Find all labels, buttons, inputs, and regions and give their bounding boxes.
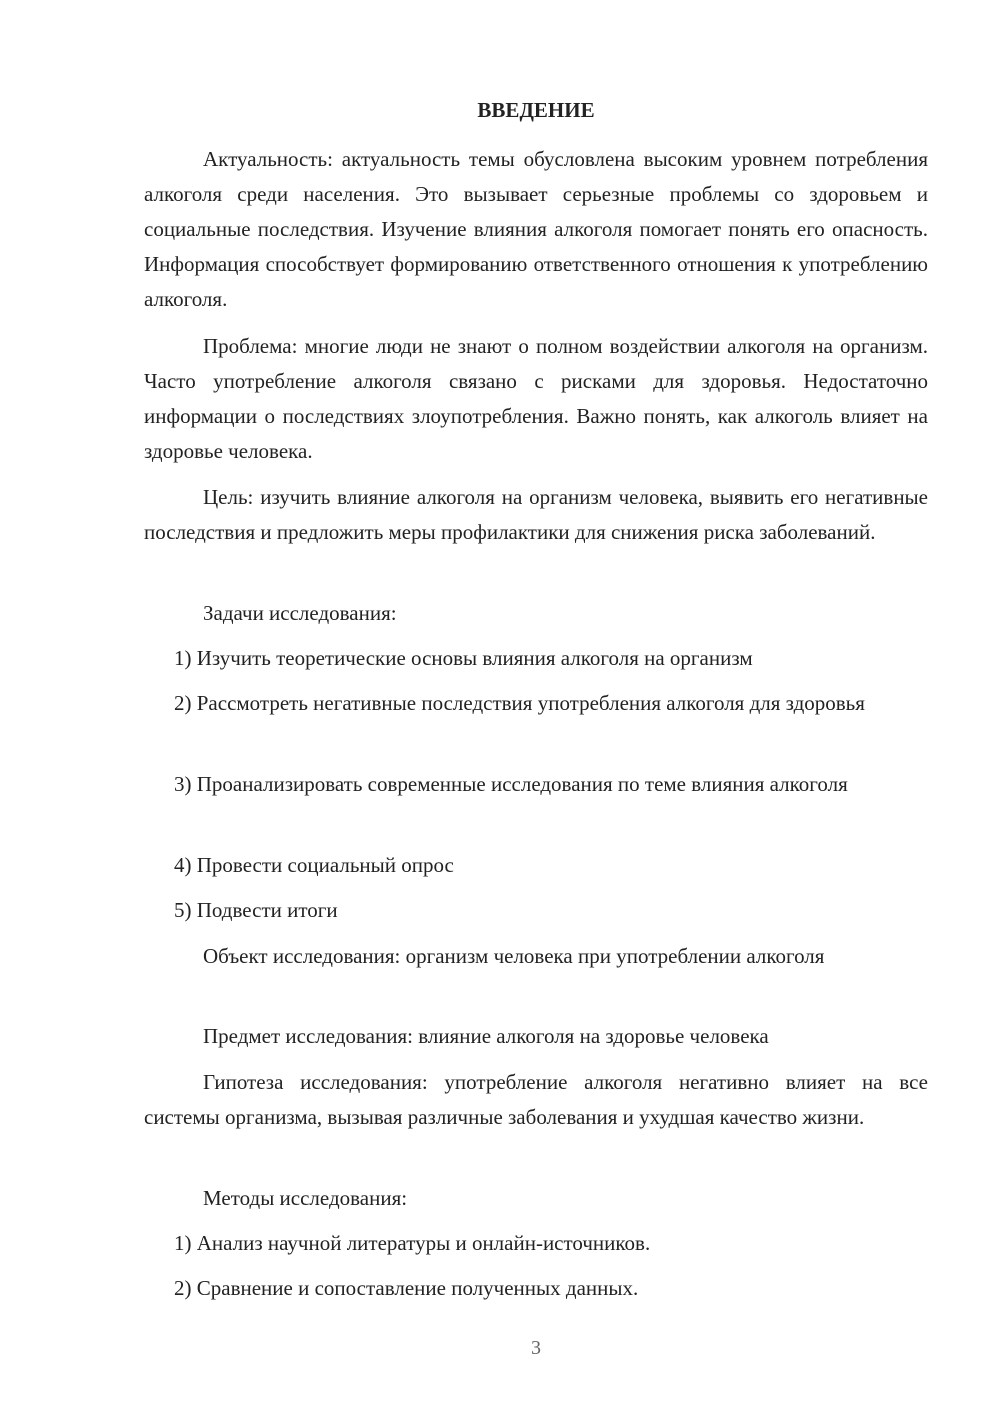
methods-heading: Методы исследования: bbox=[203, 1186, 408, 1210]
hypothesis-paragraph: Гипотеза исследования: употребление алкоголя негативно влияет на все системы организма, вызывая различные заболевания и ухудшая качество жизни. bbox=[144, 1070, 928, 1129]
subject-paragraph: Предмет исследования: влияние алкоголя на здоровье человека bbox=[203, 1024, 769, 1048]
task-item: 2) Рассмотреть негативные последствия употребления алкоголя для здоровья bbox=[174, 691, 865, 715]
page-number: 3 bbox=[531, 1337, 541, 1359]
tasks-heading: Задачи исследования: bbox=[203, 601, 397, 625]
task-item: 5) Подвести итоги bbox=[174, 898, 338, 922]
goal-paragraph: Цель: изучить влияние алкоголя на организм человека, выявить его негативные последствия и предложить меры профилактики для снижения риска заболеваний. bbox=[144, 485, 928, 544]
page-title: ВВЕДЕНИЕ bbox=[477, 98, 595, 122]
object-paragraph: Объект исследования: организм человека при употреблении алкоголя bbox=[203, 944, 825, 968]
method-item: 1) Анализ научной литературы и онлайн-источников. bbox=[174, 1231, 651, 1255]
task-item: 3) Проанализировать современные исследования по теме влияния алкоголя bbox=[174, 772, 848, 796]
task-item: 1) Изучить теоретические основы влияния алкоголя на организм bbox=[174, 646, 753, 670]
method-item: 2) Сравнение и сопоставление полученных данных. bbox=[174, 1276, 639, 1300]
problem-paragraph: Проблема: многие люди не знают о полном воздействии алкоголя на организм. Часто употребление алкоголя связано с рисками для здоровья. Недостаточно информации о последствиях злоупотребления. Важно понять, как алкоголь влияет на здоровье человека. bbox=[144, 334, 928, 463]
task-item: 4) Провести социальный опрос bbox=[174, 853, 454, 877]
relevance-paragraph: Актуальность: актуальность темы обусловлена высоким уровнем потребления алкоголя среди населения. Это вызывает серьезные проблемы со здоровьем и социальные последствия. Изучение влияния алкоголя помогает понять его опасность. Информация способствует формированию ответственного отношения к употреблению алкоголя. bbox=[144, 147, 928, 311]
